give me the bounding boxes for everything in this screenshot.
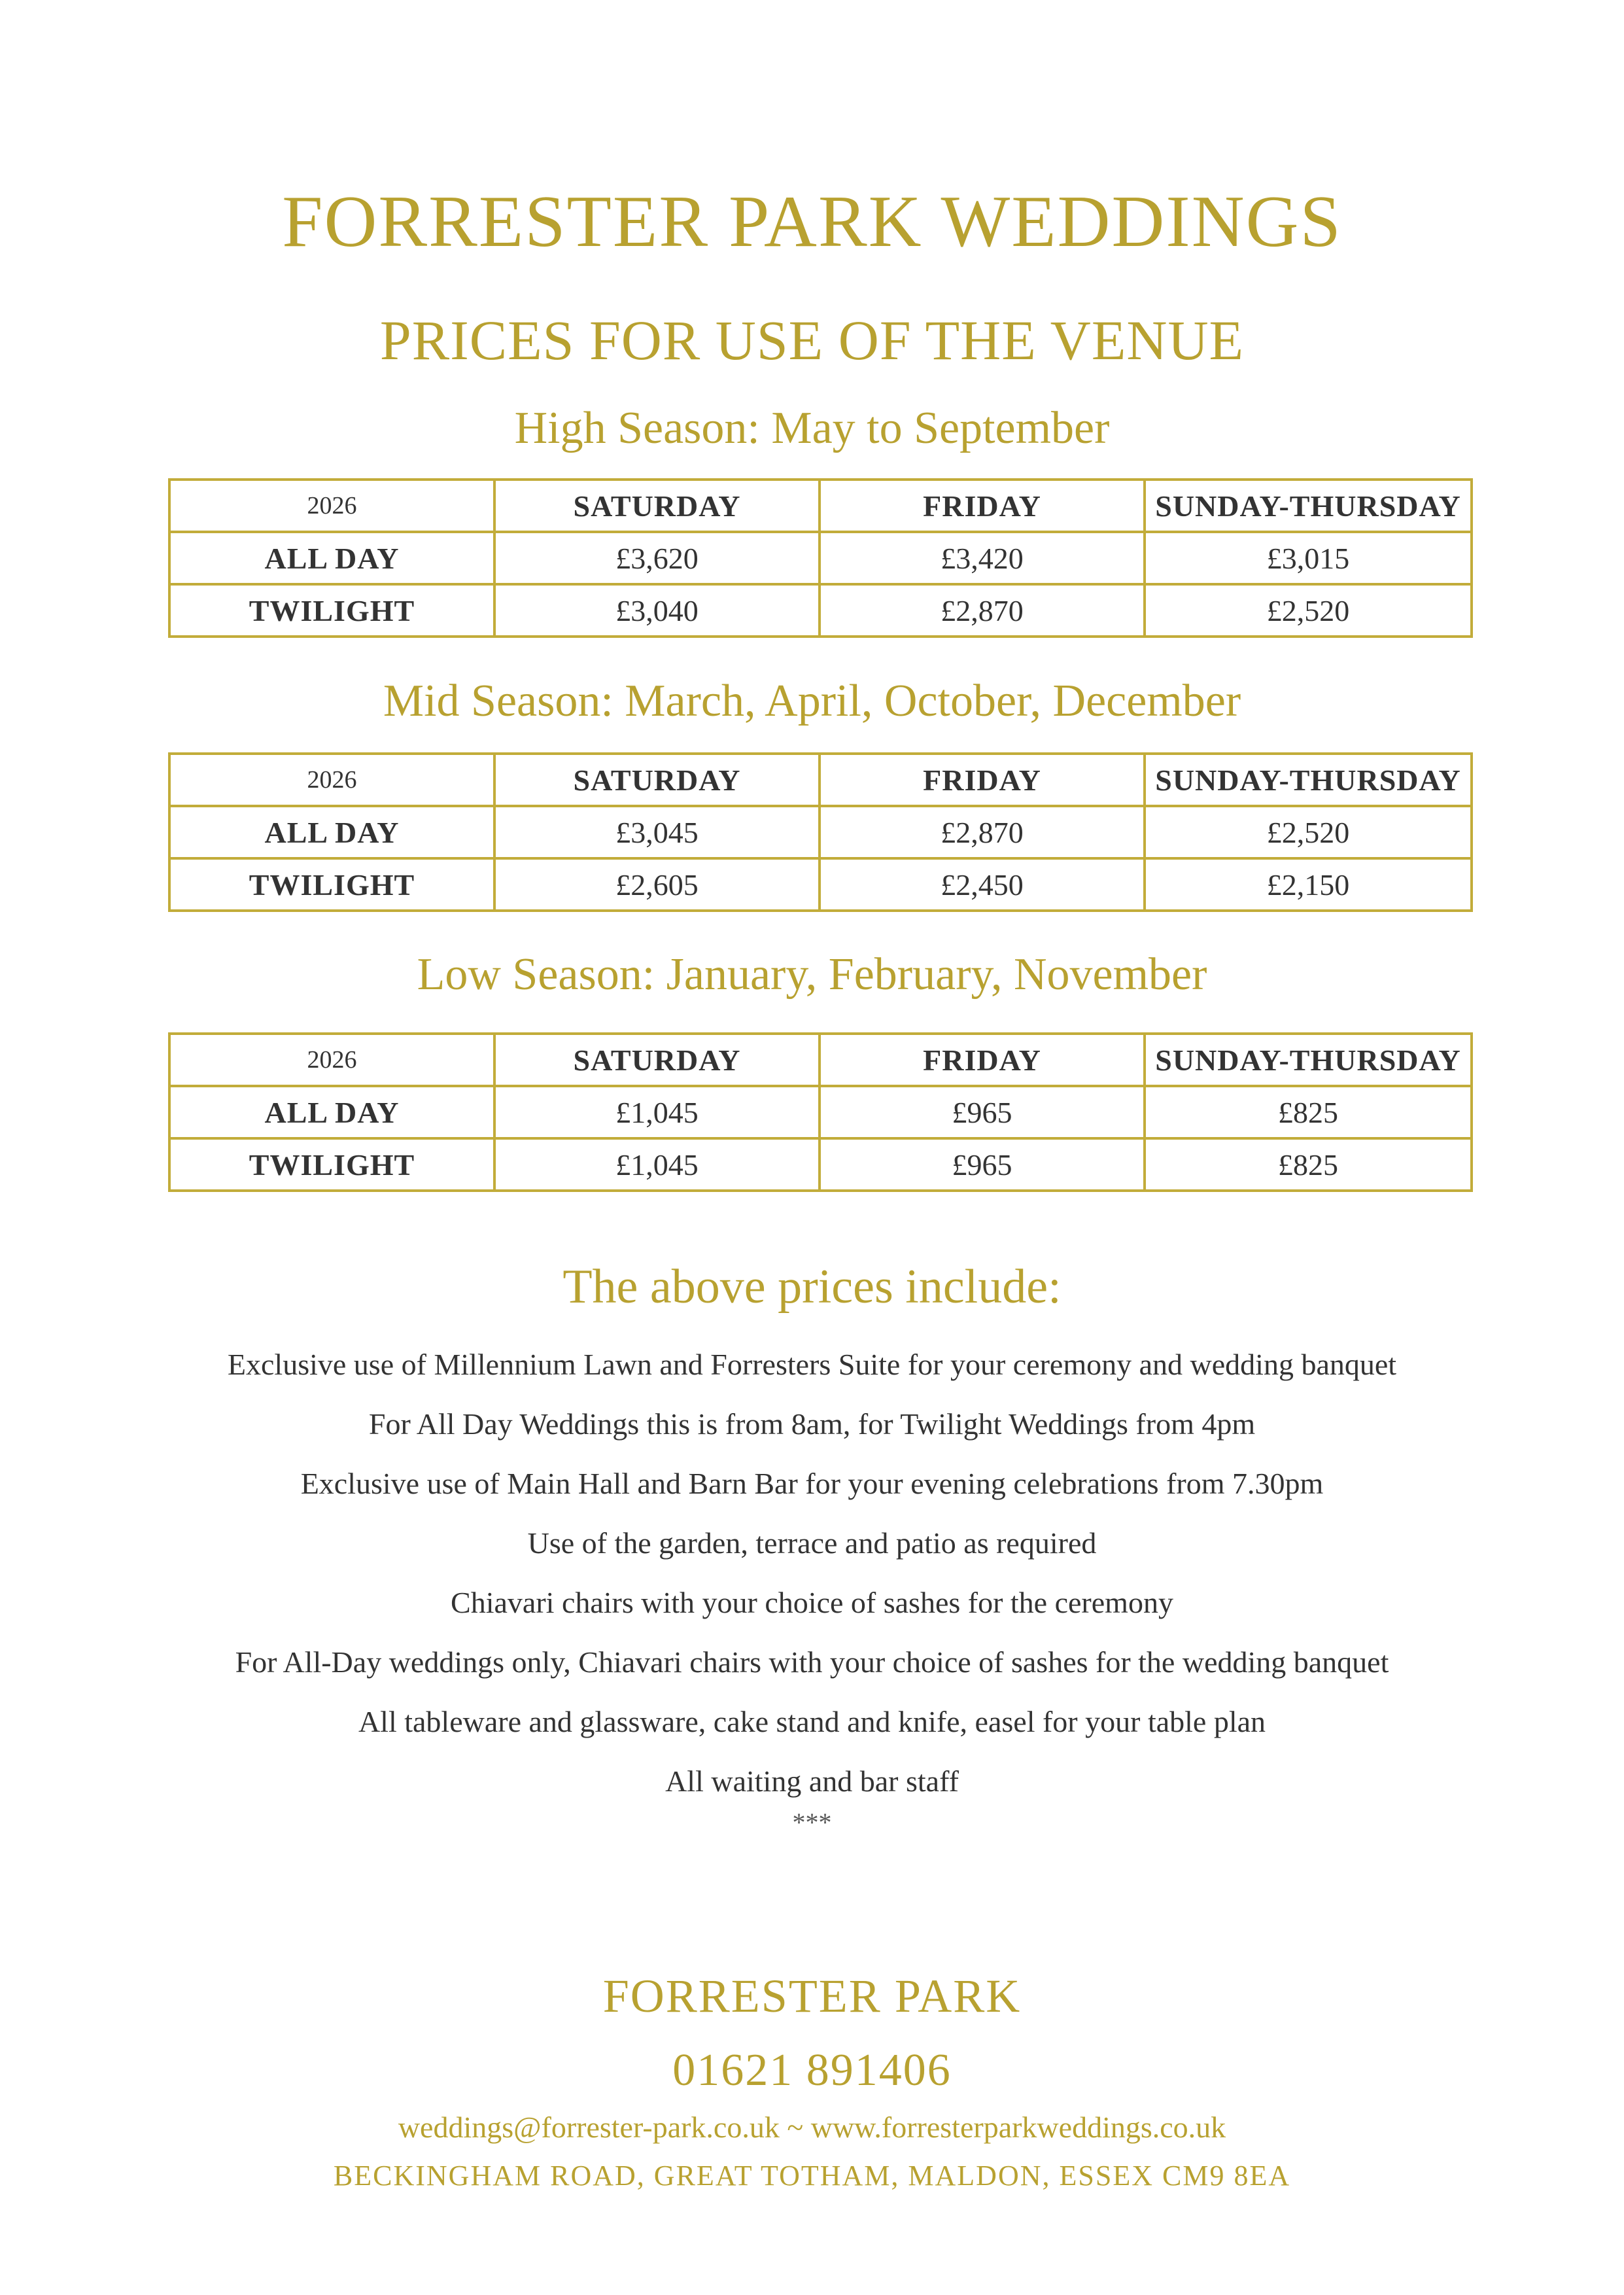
price-table-mid	[168, 752, 1473, 912]
table-row	[169, 1086, 1472, 1138]
table-header-row	[169, 480, 1472, 532]
separator: ***	[792, 1808, 832, 1837]
column-header-friday: FRIDAY	[820, 754, 1145, 806]
price-cell: £2,605	[494, 858, 820, 911]
page-title: FORRESTER PARK WEDDINGS	[282, 181, 1342, 262]
list-item: All waiting and bar staff	[665, 1764, 959, 1798]
column-header-sunday-thursday: SUNDAY-THURSDAY	[1145, 480, 1472, 532]
price-table-low	[168, 1032, 1473, 1192]
includes-heading: The above prices include:	[562, 1260, 1062, 1314]
price-cell: £825	[1145, 1086, 1472, 1138]
price-cell: £1,045	[494, 1138, 820, 1191]
row-label-twilight: TWILIGHT	[169, 584, 494, 637]
list-item: For All Day Weddings this is from 8am, for Twilight Weddings from 4pm	[368, 1407, 1256, 1441]
price-cell: £2,150	[1145, 858, 1472, 911]
page-subtitle: PRICES FOR USE OF THE VENUE	[379, 309, 1245, 372]
price-cell: £3,040	[494, 584, 820, 637]
list-item: All tableware and glassware, cake stand and knife, easel for your table plan	[358, 1705, 1266, 1738]
column-header-sunday-thursday: SUNDAY-THURSDAY	[1145, 754, 1472, 806]
price-cell: £2,520	[1145, 584, 1472, 637]
price-cell: £3,420	[820, 532, 1145, 584]
footer-venue-name: FORRESTER PARK	[602, 1970, 1022, 2022]
footer-contact: weddings@forrester-park.co.uk ~ www.forresterparkweddings.co.uk	[398, 2111, 1226, 2144]
season-heading-mid: Mid Season: March, April, October, December	[383, 676, 1241, 726]
price-cell: £2,870	[820, 584, 1145, 637]
price-cell: £2,870	[820, 806, 1145, 858]
season-heading-high: High Season: May to September	[514, 403, 1110, 453]
price-cell: £2,520	[1145, 806, 1472, 858]
column-header-friday: FRIDAY	[820, 480, 1145, 532]
column-header-sunday-thursday: SUNDAY-THURSDAY	[1145, 1034, 1472, 1086]
includes-list	[0, 1335, 1624, 1811]
table-row	[169, 532, 1472, 584]
table-row	[169, 806, 1472, 858]
table-header-row	[169, 1034, 1472, 1086]
year-cell: 2026	[169, 1034, 494, 1086]
row-label-all-day: ALL DAY	[169, 1086, 494, 1138]
table-row	[169, 1138, 1472, 1191]
row-label-all-day: ALL DAY	[169, 532, 494, 584]
column-header-saturday: SATURDAY	[494, 480, 820, 532]
table-row	[169, 584, 1472, 637]
table-header-row	[169, 754, 1472, 806]
price-cell: £3,620	[494, 532, 820, 584]
price-cell: £3,015	[1145, 532, 1472, 584]
row-label-twilight: TWILIGHT	[169, 858, 494, 911]
season-heading-low: Low Season: January, February, November	[417, 949, 1207, 1000]
row-label-all-day: ALL DAY	[169, 806, 494, 858]
price-cell: £3,045	[494, 806, 820, 858]
price-cell: £965	[820, 1086, 1145, 1138]
year-cell: 2026	[169, 754, 494, 806]
list-item: Exclusive use of Main Hall and Barn Bar for your evening celebrations from 7.30pm	[300, 1467, 1324, 1500]
price-table-high	[168, 478, 1473, 638]
price-cell: £965	[820, 1138, 1145, 1191]
column-header-friday: FRIDAY	[820, 1034, 1145, 1086]
year-cell: 2026	[169, 480, 494, 532]
list-item: For All-Day weddings only, Chiavari chairs with your choice of sashes for the wedding banquet	[235, 1645, 1389, 1679]
list-item: Exclusive use of Millennium Lawn and Forresters Suite for your ceremony and wedding banquet	[227, 1348, 1397, 1381]
price-cell: £2,450	[820, 858, 1145, 911]
list-item: Use of the garden, terrace and patio as required	[527, 1526, 1097, 1560]
column-header-saturday: SATURDAY	[494, 1034, 820, 1086]
list-item: Chiavari chairs with your choice of sashes for the ceremony	[451, 1586, 1173, 1619]
price-cell: £825	[1145, 1138, 1472, 1191]
table-row	[169, 858, 1472, 911]
row-label-twilight: TWILIGHT	[169, 1138, 494, 1191]
price-cell: £1,045	[494, 1086, 820, 1138]
column-header-saturday: SATURDAY	[494, 754, 820, 806]
footer-address: BECKINGHAM ROAD, GREAT TOTHAM, MALDON, ESSEX CM9 8EA	[333, 2160, 1291, 2192]
footer-phone: 01621 891406	[672, 2045, 952, 2095]
